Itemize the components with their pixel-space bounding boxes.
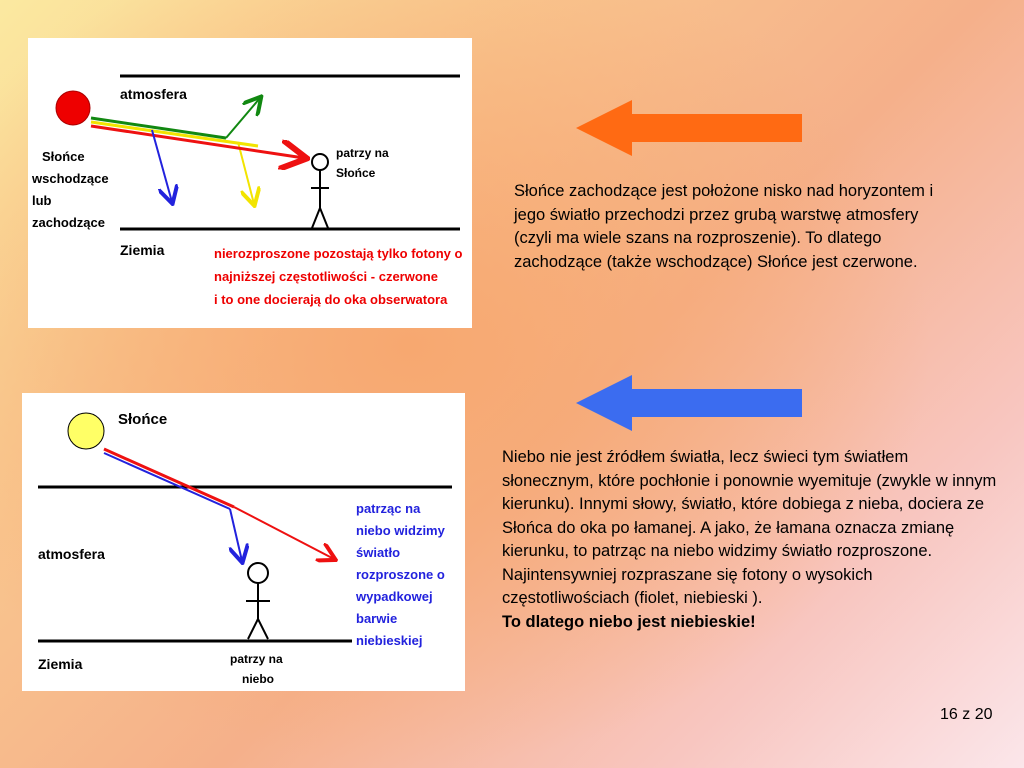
sky-note: patrząc na niebo widzimy światło rozproszone o wypadkowej barwie niebieskiej (356, 501, 445, 648)
page-current: 16 (940, 706, 958, 723)
sun-label: Słońce wschodzące lub zachodzące (32, 149, 109, 230)
page-counter (940, 706, 993, 724)
sun-label: Słońce (118, 411, 168, 428)
sky-diagram (22, 393, 465, 691)
sky-diagram-svg (22, 393, 465, 691)
observer-icon (246, 563, 270, 639)
earth-label: Ziemia (120, 242, 165, 258)
green-scattered-ray (226, 98, 260, 138)
sky-caption (502, 446, 1002, 634)
red-ray (91, 126, 304, 158)
observer-label: patrzy na niebo (229, 652, 283, 686)
blue-ray (104, 453, 230, 509)
sun-icon (56, 91, 90, 125)
sunset-diagram (28, 38, 472, 328)
sky-caption-text: Niebo nie jest źródłem światła, lecz świeci tym światłem słonecznym, które pochłonie i ponownie wyemituje (zwykle w innym kierunku). Innymi słowy, światło, które dobiega z nieba, dociera ze Słońca do oka po łamanej. A jako, że łamana oznacza zmianę kierunku, to patrząc na niebo widzimy światło rozproszone. Najintensywniej rozpraszane się fotony o wysokich częstotliwościach (fiolet, niebieski ). (502, 448, 997, 607)
red-ray (234, 507, 334, 559)
sunset-caption: Słońce zachodzące jest położone nisko nad horyzontem i jego światło przechodzi przez grubą warstwę atmosfery (czyli ma wiele szans na rozproszenie). To dlatego zachodzące (także wschodzące) Słońce jest czerwone. (514, 182, 934, 271)
sunset-note: nierozproszone pozostają tylko fotony o najniższej częstotliwości - czerwone i to one docierają do oka obserwatora (214, 246, 463, 307)
page-total: 20 (974, 706, 993, 723)
observer-icon (311, 154, 329, 228)
atmosphere-label: atmosfera (120, 86, 187, 102)
atmosphere-label: atmosfera (38, 546, 105, 562)
red-ray-segment (104, 449, 234, 507)
sunset-diagram-svg (28, 38, 472, 328)
blue-scattered-ray (230, 509, 242, 561)
earth-label: Ziemia (38, 656, 83, 672)
left-arrow-icon (576, 100, 806, 156)
observer-label: patrzy na Słońce (336, 146, 389, 180)
left-arrow-icon (576, 375, 806, 431)
sun-icon (68, 413, 104, 449)
yellow-ray (91, 122, 258, 146)
page-separator: z (962, 706, 971, 723)
blue-scattered-ray (152, 130, 172, 202)
sky-caption-conclusion: To dlatego niebo jest niebieskie! (502, 612, 756, 631)
